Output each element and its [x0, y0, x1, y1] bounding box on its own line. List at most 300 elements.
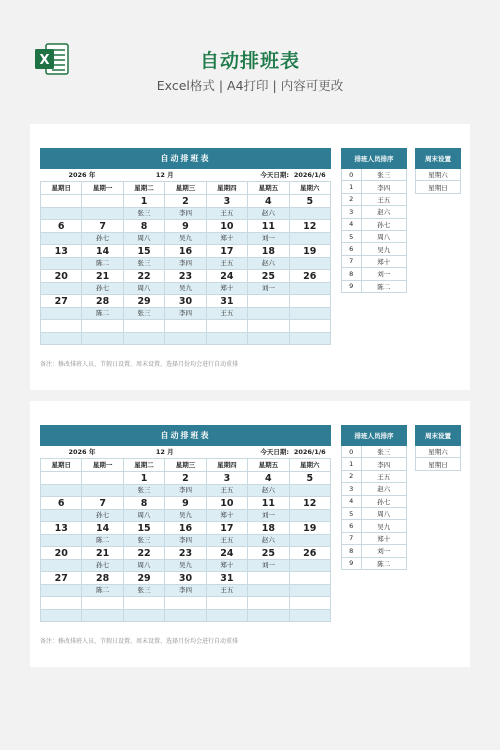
date-cell[interactable]: 13: [41, 522, 82, 535]
date-cell[interactable]: 11: [248, 220, 289, 233]
date-cell[interactable]: 25: [248, 270, 289, 283]
assignee-cell[interactable]: 孙七: [82, 560, 123, 572]
date-cell[interactable]: 2: [165, 472, 206, 485]
assignee-cell[interactable]: 吴九: [165, 233, 206, 245]
sheet-preview-2: [30, 401, 470, 667]
date-cell[interactable]: 1: [123, 472, 164, 485]
weekday-header[interactable]: 星期日: [41, 459, 82, 472]
date-cell[interactable]: 18: [248, 522, 289, 535]
assignee-cell[interactable]: 张三: [123, 258, 164, 270]
assignee-cell[interactable]: 周八: [123, 510, 164, 522]
date-cell[interactable]: [41, 597, 82, 610]
date-cell[interactable]: [41, 320, 82, 333]
assignee-cell[interactable]: 吴九: [165, 283, 206, 295]
staff-row: [342, 458, 407, 470]
assignee-cell[interactable]: [289, 233, 330, 245]
assignee-cell[interactable]: 赵六: [248, 208, 289, 220]
date-cell[interactable]: [82, 472, 123, 485]
assignee-cell[interactable]: [289, 333, 330, 345]
staff-index[interactable]: 2: [342, 470, 362, 482]
assignee-cell[interactable]: 郑十: [206, 510, 247, 522]
assignee-cell[interactable]: 陈二: [82, 535, 123, 547]
weekday-header[interactable]: 星期五: [248, 459, 289, 472]
staff-name[interactable]: 张三: [361, 446, 407, 458]
weekday-header[interactable]: 星期四: [206, 182, 247, 195]
staff-index[interactable]: 8: [342, 545, 362, 557]
assignee-cell[interactable]: [289, 560, 330, 572]
assignee-cell[interactable]: 李四: [165, 258, 206, 270]
schedule-calendar: [40, 148, 331, 345]
name-row: [41, 333, 331, 345]
staff-name[interactable]: 吴九: [361, 243, 407, 255]
date-cell[interactable]: [289, 597, 330, 610]
assignee-cell[interactable]: 周八: [123, 283, 164, 295]
staff-name[interactable]: 张三: [361, 169, 407, 181]
weekday-header[interactable]: 星期三: [165, 182, 206, 195]
staff-row: [342, 206, 407, 218]
staff-order-table: [341, 148, 407, 293]
staff-index[interactable]: 7: [342, 532, 362, 544]
weekday-header[interactable]: 星期二: [123, 182, 164, 195]
staff-name[interactable]: 赵六: [361, 206, 407, 218]
assignee-cell[interactable]: [41, 208, 82, 220]
date-cell[interactable]: 14: [82, 245, 123, 258]
assignee-cell[interactable]: 王五: [206, 485, 247, 497]
assignee-cell[interactable]: 王五: [206, 585, 247, 597]
staff-row: [342, 483, 407, 495]
weekend-setting-table: [415, 148, 461, 194]
page-subtitle: Excel格式 | A4打印 | 内容可更改: [156, 78, 344, 93]
assignee-cell[interactable]: [289, 308, 330, 320]
assignee-cell[interactable]: [289, 535, 330, 547]
assignee-cell[interactable]: [41, 333, 82, 345]
weekend-day[interactable]: 星期日: [416, 181, 461, 193]
staff-row: [342, 230, 407, 242]
date-cell[interactable]: 26: [289, 270, 330, 283]
staff-index[interactable]: 4: [342, 495, 362, 507]
assignee-cell[interactable]: 郑十: [206, 560, 247, 572]
month-cell[interactable]: 12 月: [123, 169, 206, 182]
date-cell[interactable]: 22: [123, 270, 164, 283]
date-row: [41, 320, 331, 333]
staff-index[interactable]: 7: [342, 255, 362, 267]
weekend-header-row: [416, 426, 461, 446]
staff-index[interactable]: 1: [342, 458, 362, 470]
staff-name[interactable]: 李四: [361, 181, 407, 193]
assignee-cell[interactable]: 王五: [206, 208, 247, 220]
staff-row: [342, 268, 407, 280]
date-row: [41, 295, 331, 308]
staff-row: [342, 280, 407, 292]
staff-name[interactable]: 郑十: [361, 255, 407, 267]
assignee-cell[interactable]: 吴九: [165, 560, 206, 572]
date-row: [41, 472, 331, 485]
date-cell[interactable]: 14: [82, 522, 123, 535]
today-value[interactable]: 2026/1/6: [289, 169, 330, 182]
assignee-cell[interactable]: [41, 535, 82, 547]
assignee-cell[interactable]: [82, 610, 123, 622]
weekend-header-row: [416, 149, 461, 169]
date-cell[interactable]: 28: [82, 572, 123, 585]
staff-name[interactable]: 王五: [361, 193, 407, 205]
year-cell[interactable]: 2026 年: [41, 446, 124, 459]
assignee-cell[interactable]: [206, 610, 247, 622]
date-row: [41, 597, 331, 610]
date-cell[interactable]: 23: [165, 547, 206, 560]
date-cell[interactable]: [248, 320, 289, 333]
assignee-cell[interactable]: [248, 585, 289, 597]
assignee-cell[interactable]: 王五: [206, 535, 247, 547]
date-cell[interactable]: 30: [165, 295, 206, 308]
assignee-cell[interactable]: 赵六: [248, 258, 289, 270]
staff-name[interactable]: 刘一: [361, 268, 407, 280]
staff-index[interactable]: 5: [342, 507, 362, 519]
staff-row: [342, 507, 407, 519]
assignee-cell[interactable]: [123, 333, 164, 345]
assignee-cell[interactable]: 李四: [165, 208, 206, 220]
date-cell[interactable]: 3: [206, 472, 247, 485]
weekday-header[interactable]: 星期六: [289, 459, 330, 472]
weekend-row: [416, 446, 461, 458]
assignee-cell[interactable]: [165, 610, 206, 622]
date-cell[interactable]: [41, 472, 82, 485]
staff-name[interactable]: 王五: [361, 470, 407, 482]
date-cell[interactable]: 27: [41, 572, 82, 585]
name-row: [41, 535, 331, 547]
name-row: [41, 585, 331, 597]
weekend-day[interactable]: 星期六: [416, 169, 461, 181]
staff-row: [342, 181, 407, 193]
date-cell[interactable]: [206, 320, 247, 333]
staff-index[interactable]: 8: [342, 268, 362, 280]
assignee-cell[interactable]: 赵六: [248, 535, 289, 547]
page-title: 自动排班表: [199, 50, 300, 72]
assignee-cell[interactable]: 张三: [123, 485, 164, 497]
staff-name[interactable]: 吴九: [361, 520, 407, 532]
date-cell[interactable]: 21: [82, 270, 123, 283]
date-cell[interactable]: 15: [123, 245, 164, 258]
assignee-cell[interactable]: [248, 308, 289, 320]
date-cell[interactable]: 6: [41, 220, 82, 233]
assignee-cell[interactable]: 陈二: [82, 308, 123, 320]
assignee-cell[interactable]: [289, 485, 330, 497]
staff-index[interactable]: 6: [342, 520, 362, 532]
date-cell[interactable]: [165, 597, 206, 610]
weekend-header[interactable]: 周末设置: [416, 149, 461, 169]
staff-name[interactable]: 孙七: [361, 495, 407, 507]
assignee-cell[interactable]: 陈二: [82, 585, 123, 597]
weekday-header[interactable]: 星期日: [41, 182, 82, 195]
date-cell[interactable]: 16: [165, 522, 206, 535]
date-cell[interactable]: 16: [165, 245, 206, 258]
date-cell[interactable]: 31: [206, 295, 247, 308]
date-row: [41, 195, 331, 208]
date-cell[interactable]: 4: [248, 472, 289, 485]
weekday-header-row: [41, 459, 331, 472]
date-cell[interactable]: 21: [82, 547, 123, 560]
assignee-cell[interactable]: [41, 485, 82, 497]
today-label[interactable]: 今天日期:: [206, 446, 289, 459]
weekend-row: [416, 181, 461, 193]
date-row: [41, 245, 331, 258]
assignee-cell[interactable]: 陈二: [82, 258, 123, 270]
assignee-cell[interactable]: 郑十: [206, 283, 247, 295]
assignee-cell[interactable]: [82, 485, 123, 497]
date-cell[interactable]: 31: [206, 572, 247, 585]
date-cell[interactable]: 20: [41, 270, 82, 283]
date-cell[interactable]: 1: [123, 195, 164, 208]
date-cell[interactable]: [289, 572, 330, 585]
name-row: [41, 510, 331, 522]
excel-logo-letter: X: [39, 53, 50, 68]
month-cell[interactable]: 12 月: [123, 446, 206, 459]
staff-row: [342, 243, 407, 255]
date-cell[interactable]: [82, 320, 123, 333]
sheet-title[interactable]: 自动排班表: [41, 426, 331, 446]
date-cell[interactable]: [82, 195, 123, 208]
staff-name[interactable]: 陈二: [361, 557, 407, 569]
assignee-cell[interactable]: [41, 233, 82, 245]
staff-header[interactable]: 排班人员排序: [342, 149, 407, 169]
staff-index[interactable]: 1: [342, 181, 362, 193]
name-row: [41, 258, 331, 270]
date-cell[interactable]: 3: [206, 195, 247, 208]
weekday-header[interactable]: 星期六: [289, 182, 330, 195]
year-cell[interactable]: 2026 年: [41, 169, 124, 182]
date-cell[interactable]: [206, 597, 247, 610]
date-cell[interactable]: 17: [206, 522, 247, 535]
staff-row: [342, 255, 407, 267]
staff-row: [342, 446, 407, 458]
date-cell[interactable]: 26: [289, 547, 330, 560]
name-row: [41, 208, 331, 220]
assignee-cell[interactable]: 周八: [123, 560, 164, 572]
assignee-cell[interactable]: 刘一: [248, 233, 289, 245]
info-row: [41, 169, 331, 182]
staff-index[interactable]: 9: [342, 557, 362, 569]
assignee-cell[interactable]: 王五: [206, 308, 247, 320]
assignee-cell[interactable]: 张三: [123, 535, 164, 547]
assignee-cell[interactable]: [289, 610, 330, 622]
date-cell[interactable]: 13: [41, 245, 82, 258]
date-row: [41, 497, 331, 510]
weekday-header[interactable]: 星期四: [206, 459, 247, 472]
assignee-cell[interactable]: [41, 283, 82, 295]
assignee-cell[interactable]: 李四: [165, 485, 206, 497]
date-cell[interactable]: 10: [206, 497, 247, 510]
date-cell[interactable]: 22: [123, 547, 164, 560]
staff-name[interactable]: 赵六: [361, 483, 407, 495]
assignee-cell[interactable]: 赵六: [248, 485, 289, 497]
date-cell[interactable]: [289, 320, 330, 333]
staff-order-table: [341, 425, 407, 570]
assignee-cell[interactable]: [41, 585, 82, 597]
name-row: [41, 485, 331, 497]
sheet-title[interactable]: 自动排班表: [41, 149, 331, 169]
today-label[interactable]: 今天日期:: [206, 169, 289, 182]
assignee-cell[interactable]: [206, 333, 247, 345]
date-cell[interactable]: 6: [41, 497, 82, 510]
staff-header[interactable]: 排班人员排序: [342, 426, 407, 446]
date-cell[interactable]: 2: [165, 195, 206, 208]
date-cell[interactable]: 18: [248, 245, 289, 258]
staff-index[interactable]: 5: [342, 230, 362, 242]
assignee-cell[interactable]: 张三: [123, 585, 164, 597]
assignee-cell[interactable]: [289, 510, 330, 522]
assignee-cell[interactable]: [41, 308, 82, 320]
weekday-header[interactable]: 星期二: [123, 459, 164, 472]
date-cell[interactable]: 19: [289, 522, 330, 535]
name-row: [41, 233, 331, 245]
staff-row: [342, 557, 407, 569]
staff-row: [342, 169, 407, 181]
staff-name[interactable]: 孙七: [361, 218, 407, 230]
staff-name[interactable]: 郑十: [361, 532, 407, 544]
assignee-cell[interactable]: [82, 208, 123, 220]
staff-row: [342, 532, 407, 544]
staff-index[interactable]: 3: [342, 206, 362, 218]
weekend-day[interactable]: 星期六: [416, 446, 461, 458]
staff-name[interactable]: 李四: [361, 458, 407, 470]
date-cell[interactable]: 24: [206, 547, 247, 560]
date-cell[interactable]: 28: [82, 295, 123, 308]
assignee-cell[interactable]: [41, 258, 82, 270]
sheet-note: 备注：修改排班人员、节假日设置、周末设置、选择月份均会进行自动重排: [40, 361, 239, 368]
date-cell[interactable]: 5: [289, 472, 330, 485]
assignee-cell[interactable]: 张三: [123, 208, 164, 220]
date-cell[interactable]: 29: [123, 295, 164, 308]
weekday-header[interactable]: 星期三: [165, 459, 206, 472]
staff-index[interactable]: 2: [342, 193, 362, 205]
assignee-cell[interactable]: 孙七: [82, 233, 123, 245]
staff-header-row: [342, 426, 407, 446]
assignee-cell[interactable]: 刘一: [248, 283, 289, 295]
date-cell[interactable]: [248, 295, 289, 308]
date-cell[interactable]: [165, 320, 206, 333]
weekend-header[interactable]: 周末设置: [416, 426, 461, 446]
date-cell[interactable]: 20: [41, 547, 82, 560]
date-cell[interactable]: 19: [289, 245, 330, 258]
staff-index[interactable]: 0: [342, 446, 362, 458]
name-row: [41, 308, 331, 320]
date-cell[interactable]: 8: [123, 220, 164, 233]
assignee-cell[interactable]: 王五: [206, 258, 247, 270]
date-row: [41, 270, 331, 283]
date-cell[interactable]: 17: [206, 245, 247, 258]
date-cell[interactable]: 9: [165, 497, 206, 510]
weekday-header[interactable]: 星期一: [82, 459, 123, 472]
weekend-day[interactable]: 星期日: [416, 458, 461, 470]
date-row: [41, 572, 331, 585]
date-cell[interactable]: 30: [165, 572, 206, 585]
today-value[interactable]: 2026/1/6: [289, 446, 330, 459]
staff-index[interactable]: 4: [342, 218, 362, 230]
page-header: [0, 0, 500, 110]
assignee-cell[interactable]: 吴九: [165, 510, 206, 522]
assignee-cell[interactable]: 周八: [123, 233, 164, 245]
assignee-cell[interactable]: 李四: [165, 308, 206, 320]
assignee-cell[interactable]: [289, 258, 330, 270]
date-cell[interactable]: 7: [82, 220, 123, 233]
assignee-cell[interactable]: 李四: [165, 535, 206, 547]
date-cell[interactable]: 27: [41, 295, 82, 308]
date-cell[interactable]: 12: [289, 220, 330, 233]
name-row: [41, 560, 331, 572]
staff-index[interactable]: 9: [342, 280, 362, 292]
assignee-cell[interactable]: [289, 283, 330, 295]
staff-name[interactable]: 刘一: [361, 545, 407, 557]
staff-row: [342, 193, 407, 205]
date-cell[interactable]: 24: [206, 270, 247, 283]
date-cell[interactable]: 8: [123, 497, 164, 510]
date-cell[interactable]: 29: [123, 572, 164, 585]
date-cell[interactable]: [289, 295, 330, 308]
sheet-title-row: [41, 149, 331, 169]
weekday-header[interactable]: 星期一: [82, 182, 123, 195]
sheet-note: 备注：修改排班人员、节假日设置、周末设置、选择月份均会进行自动重排: [40, 638, 239, 645]
assignee-cell[interactable]: [123, 610, 164, 622]
assignee-cell[interactable]: [248, 333, 289, 345]
assignee-cell[interactable]: [289, 585, 330, 597]
assignee-cell[interactable]: 李四: [165, 585, 206, 597]
date-cell[interactable]: 5: [289, 195, 330, 208]
date-cell[interactable]: 23: [165, 270, 206, 283]
assignee-cell[interactable]: [165, 333, 206, 345]
date-cell[interactable]: 11: [248, 497, 289, 510]
date-cell[interactable]: 12: [289, 497, 330, 510]
staff-row: [342, 520, 407, 532]
assignee-cell[interactable]: [82, 333, 123, 345]
staff-index[interactable]: 6: [342, 243, 362, 255]
assignee-cell[interactable]: 张三: [123, 308, 164, 320]
assignee-cell[interactable]: 郑十: [206, 233, 247, 245]
date-cell[interactable]: [82, 597, 123, 610]
date-cell[interactable]: [41, 195, 82, 208]
date-cell[interactable]: 10: [206, 220, 247, 233]
schedule-calendar: [40, 425, 331, 622]
sheet-preview-1: [30, 124, 470, 390]
staff-row: [342, 470, 407, 482]
date-cell[interactable]: [248, 597, 289, 610]
weekday-header[interactable]: 星期五: [248, 182, 289, 195]
date-cell[interactable]: 7: [82, 497, 123, 510]
assignee-cell[interactable]: 孙七: [82, 283, 123, 295]
staff-index[interactable]: 3: [342, 483, 362, 495]
assignee-cell[interactable]: 刘一: [248, 510, 289, 522]
date-cell[interactable]: [248, 572, 289, 585]
date-cell[interactable]: 9: [165, 220, 206, 233]
date-cell[interactable]: 25: [248, 547, 289, 560]
assignee-cell[interactable]: [41, 610, 82, 622]
assignee-cell[interactable]: [248, 610, 289, 622]
staff-index[interactable]: 0: [342, 169, 362, 181]
date-cell[interactable]: 15: [123, 522, 164, 535]
name-row: [41, 283, 331, 295]
assignee-cell[interactable]: 刘一: [248, 560, 289, 572]
weekend-setting-table: [415, 425, 461, 471]
date-cell[interactable]: [123, 320, 164, 333]
assignee-cell[interactable]: 孙七: [82, 510, 123, 522]
staff-name[interactable]: 周八: [361, 230, 407, 242]
date-cell[interactable]: [123, 597, 164, 610]
staff-name[interactable]: 陈二: [361, 280, 407, 292]
date-cell[interactable]: 4: [248, 195, 289, 208]
weekend-row: [416, 169, 461, 181]
assignee-cell[interactable]: [289, 208, 330, 220]
assignee-cell[interactable]: [41, 560, 82, 572]
assignee-cell[interactable]: [41, 510, 82, 522]
staff-name[interactable]: 周八: [361, 507, 407, 519]
